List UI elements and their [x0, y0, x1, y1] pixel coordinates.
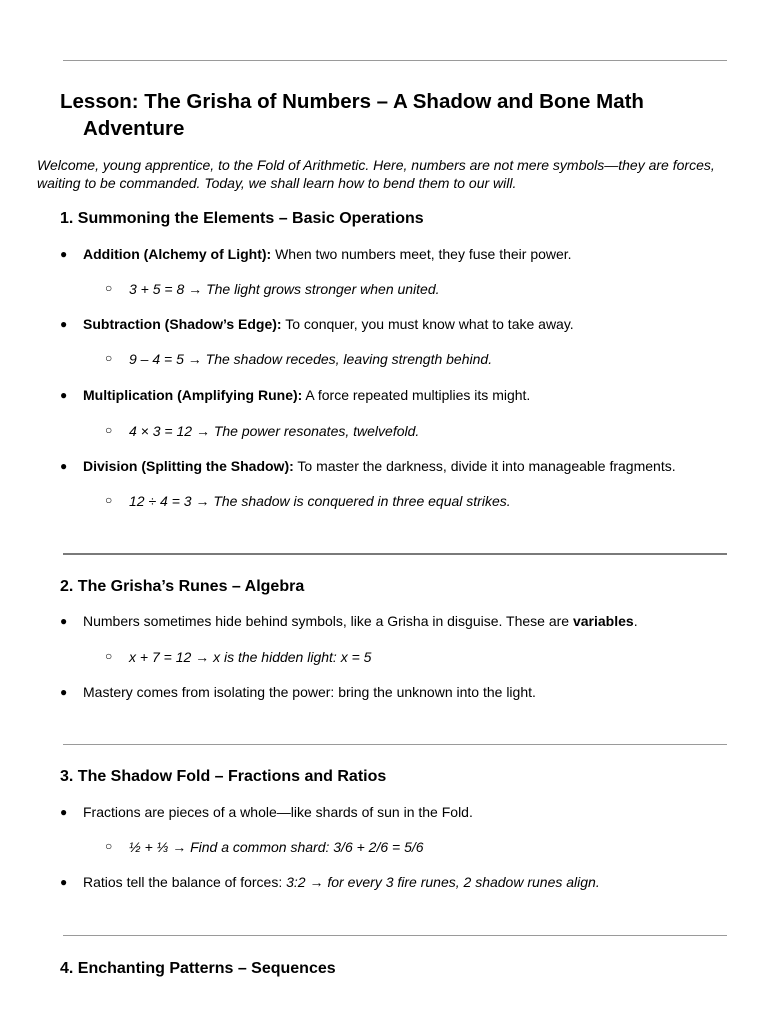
example-math: x + 7 = 12 →: [129, 649, 214, 665]
section-4-heading: 4. Enchanting Patterns – Sequences: [60, 960, 336, 977]
example-text: The light grows stronger when united.: [206, 281, 440, 297]
bullet-icon: ●: [60, 685, 68, 699]
example-text: The power resonates, twelvefold.: [213, 423, 420, 439]
item-text: Fractions are pieces of a whole—like shards of sun in the Fold.: [83, 804, 473, 820]
example-math: ½ + ⅓ →: [129, 839, 191, 855]
section-divider: [63, 935, 727, 936]
section-1-heading: 1. Summoning the Elements – Basic Operations: [60, 210, 424, 227]
bullet-icon: ●: [60, 247, 68, 261]
item-label: Subtraction (Shadow’s Edge):: [83, 316, 282, 332]
item-label: Division (Splitting the Shadow):: [83, 458, 294, 474]
item-label: Addition (Alchemy of Light):: [83, 246, 272, 262]
example-math: 12 ÷ 4 = 3 →: [129, 493, 214, 509]
bullet-icon: ●: [60, 317, 68, 331]
item-text: To master the darkness, divide it into manageable fragments.: [293, 458, 676, 474]
item-label: Multiplication (Amplifying Rune):: [83, 387, 303, 403]
item-bold-term: variables: [572, 613, 634, 629]
page-title: Lesson: The Grisha of Numbers – A Shadow and Bone Math Adventure: [60, 90, 644, 140]
item-text: Numbers sometimes hide behind symbols, like a Grisha in disguise. These are: [83, 613, 573, 629]
sub-bullet-icon: ○: [105, 493, 113, 507]
bullet-icon: ●: [60, 459, 68, 473]
example-text: x is the hidden light: x = 5: [213, 649, 372, 665]
example-text: The shadow recedes, leaving strength behind.: [205, 351, 493, 367]
section-divider: [63, 553, 727, 555]
bullet-icon: ●: [60, 614, 68, 628]
bullet-icon: ●: [60, 388, 68, 402]
sub-bullet-icon: ○: [105, 839, 113, 853]
example-math: 3 + 5 = 8 →: [129, 281, 207, 297]
item-text: When two numbers meet, they fuse their power.: [271, 246, 572, 262]
example-math: 4 × 3 = 12 →: [129, 423, 214, 439]
sub-bullet-icon: ○: [105, 351, 113, 365]
sub-bullet-icon: ○: [105, 281, 113, 295]
item-text: To conquer, you must know what to take away.: [281, 316, 574, 332]
example-text: Find a common shard: 3/6 + 2/6 = 5/6: [190, 839, 424, 855]
bullet-icon: ●: [60, 805, 68, 819]
section-2-heading: 2. The Grisha’s Runes – Algebra: [60, 578, 305, 595]
item-text: Mastery comes from isolating the power: bring the unknown into the light.: [83, 684, 536, 700]
example-text: The shadow is conquered in three equal strikes.: [213, 493, 511, 509]
sub-bullet-icon: ○: [105, 649, 113, 663]
example-math: 9 – 4 = 5 →: [129, 351, 206, 367]
item-text-after: .: [633, 613, 638, 629]
section-3-heading: 3. The Shadow Fold – Fractions and Ratios: [60, 768, 387, 785]
sub-bullet-icon: ○: [105, 423, 113, 437]
item-text: A force repeated multiplies its might.: [302, 387, 531, 403]
ratio-example: 3:2 → for every 3 fire runes, 2 shadow runes align.: [286, 874, 600, 890]
intro-paragraph: Welcome, young apprentice, to the Fold of Arithmetic. Here, numbers are not mere symbols—they are forces, waiting to be commanded. Today, we shall learn how to bend them to our will.: [37, 157, 715, 191]
section-divider: [63, 744, 727, 745]
item-text: Ratios tell the balance of forces:: [83, 874, 287, 890]
top-divider: [63, 60, 727, 61]
bullet-icon: ●: [60, 875, 68, 889]
